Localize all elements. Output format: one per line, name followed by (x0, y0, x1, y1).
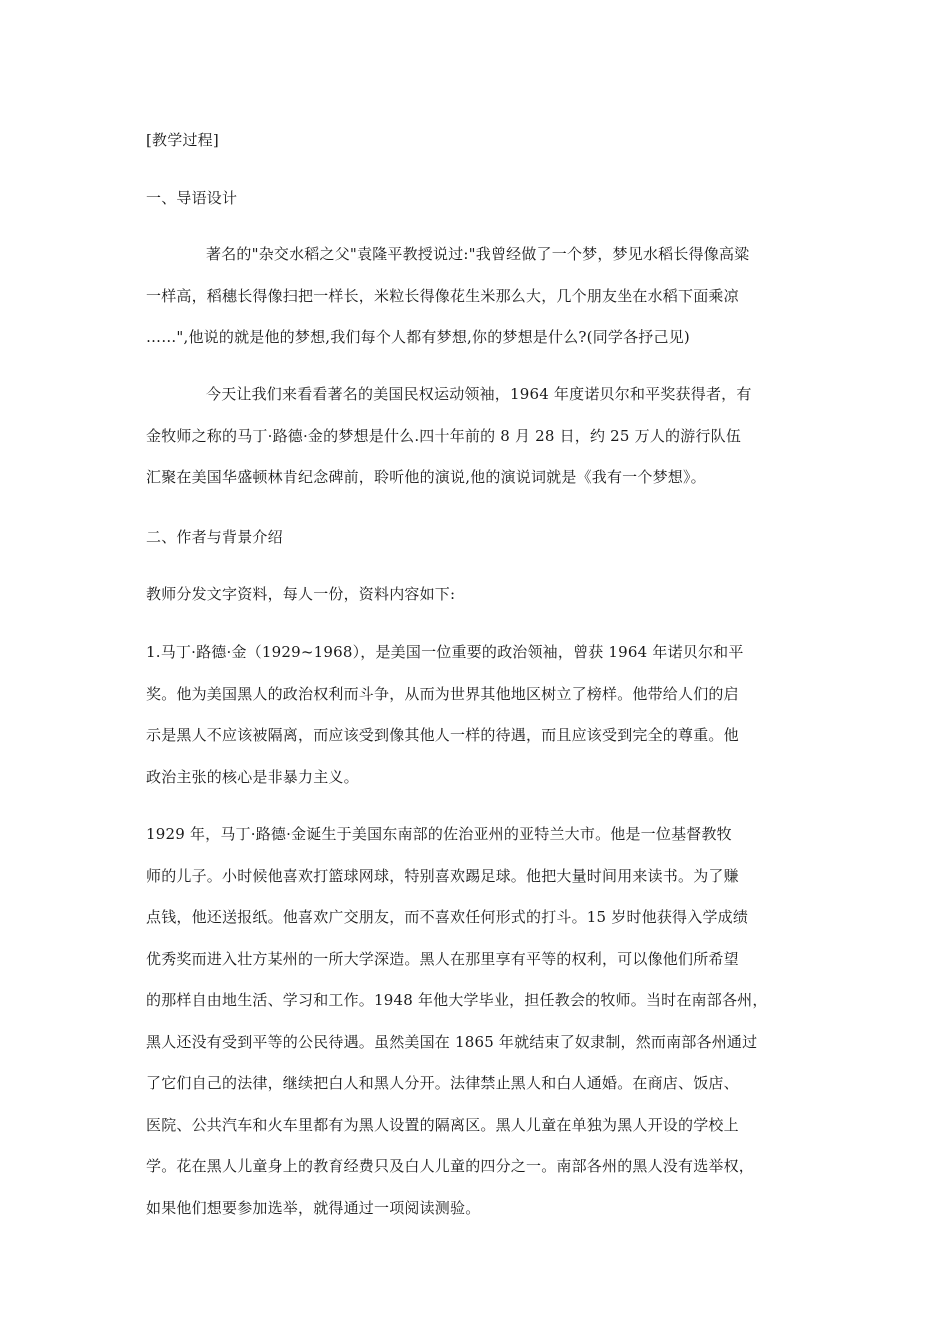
paragraph-5-line: 如果他们想要参加选举，就得通过一项阅读测验。 (146, 1198, 481, 1217)
paragraph-2 (146, 382, 752, 507)
paragraph-5-line: 点钱，他还送报纸。他喜欢广交朋友，而不喜欢任何形式的打斗。15 岁时他获得入学成绩 (146, 908, 749, 926)
section-title-2: 二、作者与背景介绍 (146, 528, 283, 546)
paragraph-1 (146, 242, 749, 367)
paragraph-4-line: 示是黑人不应该被隔离，而应该受到像其他人一样的待遇，而且应该受到完全的尊重。他 (146, 726, 739, 744)
paragraph-1-line: ……",他说的就是他的梦想,我们每个人都有梦想,你的梦想是什么?(同学各抒己见) (146, 328, 690, 346)
paragraph-5-line: 师的儿子。小时候他喜欢打篮球网球，特别喜欢踢足球。他把大量时间用来读书。为了赚 (146, 866, 739, 885)
paragraph-2-line: 金牧师之称的马丁·路德·金的梦想是什么.四十年前的 8 月 28 日，约 25 万人的游行队伍 (146, 426, 742, 445)
heading: [教学过程] (146, 131, 219, 149)
paragraph-1-line: 著名的"杂交水稻之父"袁隆平教授说过:"我曾经做了一个梦，梦见水稻长得像高粱 (206, 245, 750, 263)
paragraph-5-line: 优秀奖而进入壮方某州的一所大学深造。黑人在那里享有平等的权利，可以像他们所希望 (146, 949, 739, 968)
section-title-1: 一、导语设计 (146, 189, 238, 207)
paragraph-4 (146, 640, 744, 806)
paragraph-5-line: 了它们自己的法律，继续把白人和黑人分开。法律禁止黑人和白人通婚。在商店、饭店、 (146, 1074, 739, 1092)
paragraph-5-line: 黑人还没有受到平等的公民待遇。虽然美国在 1865 年就结束了奴隶制，然而南部各州通过 (146, 1032, 758, 1051)
paragraph-2-line: 今天让我们来看看著名的美国民权运动领袖，1964 年度诺贝尔和平奖获得者，有 (206, 385, 752, 403)
paragraph-5-line: 医院、公共汽车和火车里都有为黑人设置的隔离区。黑人儿童在单独为黑人开设的学校上 (146, 1115, 739, 1134)
paragraph-1-line: 一样高，稻穗长得像扫把一样长，米粒长得像花生米那么大，几个朋友坐在水稻下面乘凉 (146, 286, 739, 305)
paragraph-2-line: 汇聚在美国华盛顿林肯纪念碑前，聆听他的演说,他的演说词就是《我有一个梦想》。 (146, 468, 706, 486)
paragraph-4-line: 政治主张的核心是非暴力主义。 (146, 767, 359, 786)
paragraph-5-line: 的那样自由地生活、学习和工作。1948 年他大学毕业，担任教会的牧师。当时在南部各州， (146, 991, 768, 1009)
paragraph-4-line: 奖。他为美国黑人的政治权利而斗争，从而为世界其他地区树立了榜样。他带给人们的启 (146, 684, 739, 703)
paragraph-3: 教师分发文字资料，每人一份，资料内容如下: (146, 585, 456, 603)
paragraph-5-line: 1929 年，马丁·路德·金诞生于美国东南部的佐治亚州的亚特兰大市。他是一位基督教牧 (146, 825, 732, 843)
paragraph-5 (146, 822, 768, 1237)
paragraph-5-line: 学。花在黑人儿童身上的教育经费只及白人儿童的四分之一。南部各州的黑人没有选举权， (146, 1157, 755, 1175)
paragraph-4-line: 1.马丁·路德·金（1929~1968），是美国一位重要的政治领袖，曾获 1964 年诺贝尔和平 (146, 643, 744, 661)
